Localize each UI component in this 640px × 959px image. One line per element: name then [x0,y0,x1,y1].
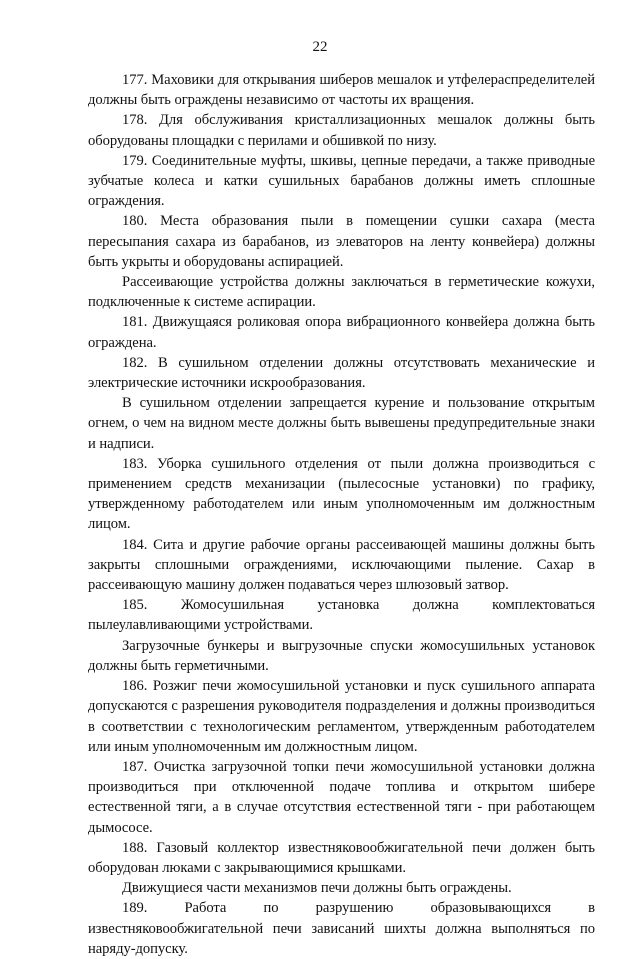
paragraph-182-continued: В сушильном отделении запрещается курение и пользование открытым огнем, о чем на видном месте должны быть вывешены предупредительные знаки и надписи. [88,395,595,452]
paragraph-179: 179. Соединительные муфты, шкивы, цепные передачи, а также приводные зубчатые колеса и катки сушильных барабанов должны иметь сплошные ограждения. [88,152,595,210]
paragraph-181: 181. Движущаяся роликовая опора вибрационного конвейера должна быть ограждена. [88,314,595,351]
page-number: 22 [312,39,328,55]
paragraph-177: 177. Маховики для открывания шиберов мешалок и утфелераспределителей должны быть ограждены независимо от частоты их вращения. [88,72,595,109]
paragraph-185: 185. Жомосушильная установка должна комплектоваться пылеулавливающими устройствами. [88,597,595,634]
paragraph-189: 189. Работа по разрушению образовывающихся в известняковообжигательной печи зависаний шихты должна выполняться по наряду-допуску. [88,900,595,957]
paragraph-188-continued: Движущиеся части механизмов печи должны быть ограждены. [122,880,512,897]
document-body [88,70,595,959]
paragraph-182: 182. В сушильном отделении должны отсутствовать механические и электрические источники искрообразования. [88,354,595,392]
paragraph-187: 187. Очистка загрузочной топки печи жомосушильной установки должна производиться при отключенной подаче топлива и открытом шибере естественной тяги, а в случае отсутствия естественной тяги - при работающем дымососе. [88,758,595,836]
paragraph-178: 178. Для обслуживания кристаллизационных мешалок должны быть оборудованы площадки с перилами и обшивкой по низу. [88,112,595,149]
paragraph-185-continued: Загрузочные бункеры и выгрузочные спуски жомосушильных установок должны быть герметичными. [88,637,595,674]
paragraph-186: 186. Розжиг печи жомосушильной установки и пуск сушильного аппарата допускаются с разрешения руководителя подразделения и должны производиться в соответствии с технологическим регламентом, утвержденным работодателем или иным уполномоченным им должностным лицом. [88,678,595,755]
paragraph-188: 188. Газовый коллектор известняковообжигательной печи должен быть оборудован люками с закрывающимися крышками. [88,839,595,876]
paragraph-183: 183. Уборка сушильного отделения от пыли должна производиться с применением средств механизации (пылесосные установки) по графику, утвержденному работодателем или иным уполномоченным им должностным лицом. [88,455,595,533]
paragraph-180-continued: Рассеивающие устройства должны заключаться в герметические кожухи, подключенные к системе аспирации. [88,274,595,311]
paragraph-180: 180. Места образования пыли в помещении сушки сахара (места пересыпания сахара из барабанов, из элеваторов на ленту конвейера) должны быть укрыты и оборудованы аспирацией. [88,213,595,270]
paragraph-184: 184. Сита и другие рабочие органы рассеивающей машины должны быть закрыты сплошными ограждениями, исключающими пыление. Сахар в рассеивающую машину должен подаваться через шлюзовый затвор. [88,536,595,594]
